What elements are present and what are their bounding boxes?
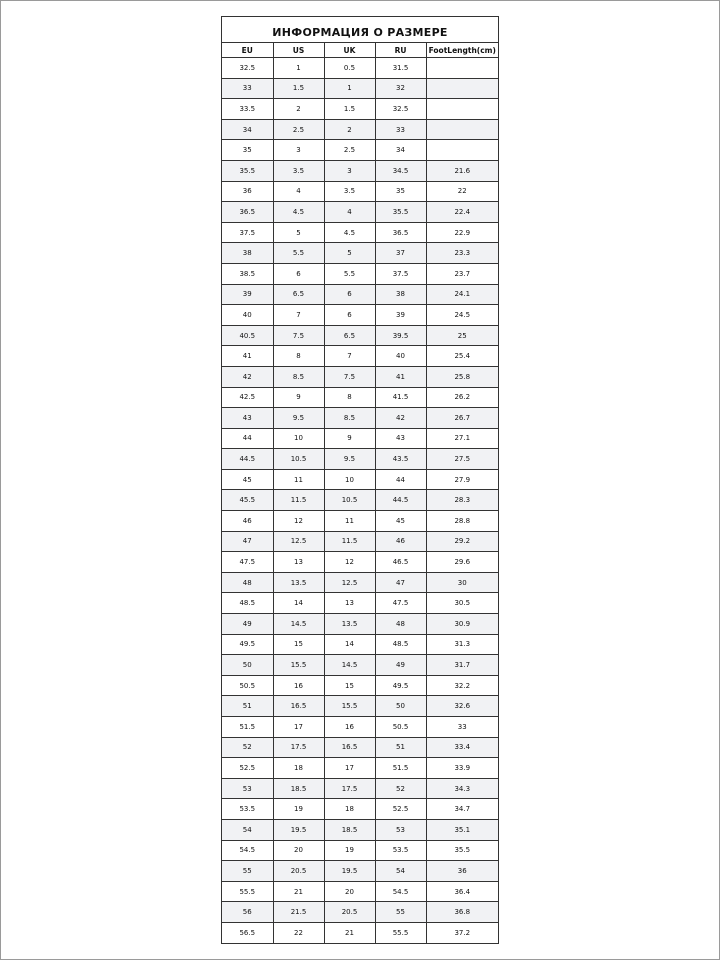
foot-length-cell: 23.7 — [426, 263, 498, 284]
foot-length-cell: 36 — [426, 861, 498, 882]
eu-cell: 35.5 — [222, 160, 273, 181]
us-cell: 6 — [273, 263, 324, 284]
foot-length-cell: 27.5 — [426, 449, 498, 470]
uk-cell: 14 — [324, 634, 375, 655]
table-row — [222, 366, 498, 387]
table-row — [222, 99, 498, 120]
uk-cell: 18.5 — [324, 819, 375, 840]
us-cell: 21.5 — [273, 902, 324, 923]
table-row — [222, 140, 498, 161]
us-cell: 12 — [273, 511, 324, 532]
eu-cell: 44.5 — [222, 449, 273, 470]
eu-cell: 32.5 — [222, 58, 273, 79]
uk-cell: 18 — [324, 799, 375, 820]
foot-length-cell: 28.8 — [426, 511, 498, 532]
ru-cell: 55 — [375, 902, 426, 923]
table-row — [222, 325, 498, 346]
ru-cell: 54 — [375, 861, 426, 882]
uk-cell: 20.5 — [324, 902, 375, 923]
table-row — [222, 428, 498, 449]
us-cell: 21 — [273, 881, 324, 902]
ru-cell: 48 — [375, 614, 426, 635]
table-row — [222, 696, 498, 717]
uk-cell: 9.5 — [324, 449, 375, 470]
table-row — [222, 469, 498, 490]
foot-length-cell: 29.6 — [426, 552, 498, 573]
foot-length-cell: 25 — [426, 325, 498, 346]
ru-cell: 53 — [375, 819, 426, 840]
us-cell: 6.5 — [273, 284, 324, 305]
us-cell: 19.5 — [273, 819, 324, 840]
ru-cell: 37 — [375, 243, 426, 264]
eu-cell: 48.5 — [222, 593, 273, 614]
uk-cell: 12 — [324, 552, 375, 573]
table-row — [222, 490, 498, 511]
table-row — [222, 305, 498, 326]
foot-length-cell: 30.5 — [426, 593, 498, 614]
ru-cell: 55.5 — [375, 922, 426, 942]
ru-cell: 47 — [375, 572, 426, 593]
foot-length-cell: 35.1 — [426, 819, 498, 840]
table-row — [222, 284, 498, 305]
eu-cell: 48 — [222, 572, 273, 593]
foot-length-cell: 31.3 — [426, 634, 498, 655]
eu-cell: 45.5 — [222, 490, 273, 511]
eu-cell: 49.5 — [222, 634, 273, 655]
table-row — [222, 511, 498, 532]
eu-cell: 51.5 — [222, 717, 273, 738]
ru-cell: 52 — [375, 778, 426, 799]
us-cell: 10 — [273, 428, 324, 449]
ru-cell: 53.5 — [375, 840, 426, 861]
uk-cell: 4 — [324, 202, 375, 223]
us-cell: 9.5 — [273, 408, 324, 429]
eu-cell: 42 — [222, 366, 273, 387]
ru-cell: 32 — [375, 78, 426, 99]
table-row — [222, 58, 498, 79]
foot-length-cell: 25.4 — [426, 346, 498, 367]
us-cell: 14 — [273, 593, 324, 614]
eu-cell: 43 — [222, 408, 273, 429]
eu-cell: 34 — [222, 119, 273, 140]
table-row — [222, 758, 498, 779]
us-cell: 5.5 — [273, 243, 324, 264]
eu-cell: 50 — [222, 655, 273, 676]
uk-cell: 1.5 — [324, 99, 375, 120]
eu-cell: 33 — [222, 78, 273, 99]
table-row — [222, 346, 498, 367]
eu-cell: 51 — [222, 696, 273, 717]
uk-cell: 4.5 — [324, 222, 375, 243]
ru-cell: 34 — [375, 140, 426, 161]
table-row — [222, 881, 498, 902]
table-row — [222, 160, 498, 181]
uk-cell: 10.5 — [324, 490, 375, 511]
table-row — [222, 593, 498, 614]
eu-cell: 33.5 — [222, 99, 273, 120]
table-row — [222, 655, 498, 676]
foot-length-cell: 37.2 — [454, 928, 471, 937]
size-table — [222, 43, 498, 943]
table-row — [222, 819, 498, 840]
uk-cell: 8 — [324, 387, 375, 408]
eu-cell: 37.5 — [222, 222, 273, 243]
foot-length-cell — [426, 78, 498, 99]
ru-cell: 50 — [375, 696, 426, 717]
eu-cell: 38 — [222, 243, 273, 264]
table-row — [222, 263, 498, 284]
table-row — [222, 531, 498, 552]
us-cell: 5 — [273, 222, 324, 243]
ru-cell: 32.5 — [375, 99, 426, 120]
table-row — [222, 243, 498, 264]
eu-cell: 42.5 — [222, 387, 273, 408]
uk-cell: 0.5 — [324, 58, 375, 79]
foot-length-cell: 32.6 — [426, 696, 498, 717]
uk-cell: 17.5 — [324, 778, 375, 799]
uk-cell: 9 — [324, 428, 375, 449]
eu-cell: 53.5 — [222, 799, 273, 820]
eu-cell: 44 — [222, 428, 273, 449]
ru-cell: 37.5 — [375, 263, 426, 284]
table-row — [222, 222, 498, 243]
table-row — [222, 737, 498, 758]
foot-length-cell: 33.4 — [426, 737, 498, 758]
ru-cell: 36.5 — [375, 222, 426, 243]
uk-cell: 2 — [324, 119, 375, 140]
ru-cell: 35.5 — [375, 202, 426, 223]
uk-cell: 6.5 — [324, 325, 375, 346]
column-header-foot-length: FootLength(cm) — [426, 43, 498, 58]
us-cell: 4.5 — [273, 202, 324, 223]
table-row — [222, 778, 498, 799]
foot-length-cell — [426, 99, 498, 120]
uk-cell: 11.5 — [324, 531, 375, 552]
table-row — [222, 572, 498, 593]
ru-cell: 54.5 — [375, 881, 426, 902]
uk-cell: 12.5 — [324, 572, 375, 593]
us-cell: 20.5 — [273, 861, 324, 882]
table-row — [222, 922, 498, 942]
ru-cell: 38 — [375, 284, 426, 305]
ru-cell: 46 — [375, 531, 426, 552]
uk-cell: 5.5 — [324, 263, 375, 284]
us-cell: 16.5 — [273, 696, 324, 717]
us-cell: 14.5 — [273, 614, 324, 635]
ru-cell: 43 — [375, 428, 426, 449]
us-cell: 2 — [273, 99, 324, 120]
uk-cell: 6 — [324, 284, 375, 305]
chart-title: ИНФОРМАЦИЯ О РАЗМЕРЕ — [222, 17, 498, 43]
ru-cell: 41 — [375, 366, 426, 387]
foot-length-cell: 24.1 — [426, 284, 498, 305]
uk-cell: 16 — [324, 717, 375, 738]
eu-cell: 53 — [222, 778, 273, 799]
us-cell: 12.5 — [273, 531, 324, 552]
ru-cell: 52.5 — [375, 799, 426, 820]
foot-length-cell: 32.2 — [426, 675, 498, 696]
us-cell: 17 — [273, 717, 324, 738]
uk-cell: 2.5 — [324, 140, 375, 161]
uk-cell: 15 — [324, 675, 375, 696]
ru-cell: 51 — [375, 737, 426, 758]
foot-length-cell: 31.7 — [426, 655, 498, 676]
ru-cell: 31.5 — [375, 58, 426, 79]
eu-cell: 52.5 — [222, 758, 273, 779]
uk-cell: 8.5 — [324, 408, 375, 429]
us-cell: 15 — [273, 634, 324, 655]
eu-cell: 52 — [222, 737, 273, 758]
uk-cell: 20 — [324, 881, 375, 902]
us-cell: 8 — [273, 346, 324, 367]
eu-cell: 40.5 — [222, 325, 273, 346]
foot-length-cell: 28.3 — [426, 490, 498, 511]
us-cell: 3 — [273, 140, 324, 161]
foot-length-cell: 22.4 — [426, 202, 498, 223]
ru-cell: 33 — [375, 119, 426, 140]
foot-length-cell — [426, 119, 498, 140]
table-row — [222, 717, 498, 738]
ru-cell: 39.5 — [375, 325, 426, 346]
uk-cell: 3 — [324, 160, 375, 181]
eu-cell: 47.5 — [222, 552, 273, 573]
uk-cell: 7.5 — [324, 366, 375, 387]
uk-cell: 15.5 — [324, 696, 375, 717]
us-cell: 7 — [273, 305, 324, 326]
uk-cell: 16.5 — [324, 737, 375, 758]
us-cell: 13 — [273, 552, 324, 573]
size-chart — [221, 16, 499, 944]
uk-cell: 21 — [324, 922, 375, 942]
eu-cell: 39 — [222, 284, 273, 305]
uk-cell: 13.5 — [324, 614, 375, 635]
uk-cell: 19 — [324, 840, 375, 861]
ru-cell: 34.5 — [375, 160, 426, 181]
foot-length-cell: 34.3 — [426, 778, 498, 799]
foot-length-cell — [426, 58, 498, 79]
table-row — [222, 634, 498, 655]
table-row — [222, 552, 498, 573]
ru-cell: 45 — [375, 511, 426, 532]
uk-cell: 3.5 — [324, 181, 375, 202]
us-cell: 7.5 — [273, 325, 324, 346]
us-cell: 9 — [273, 387, 324, 408]
table-row — [222, 840, 498, 861]
uk-cell: 11 — [324, 511, 375, 532]
table-row — [222, 799, 498, 820]
foot-length-cell: 24.5 — [426, 305, 498, 326]
table-row — [222, 181, 498, 202]
ru-cell: 44.5 — [375, 490, 426, 511]
foot-length-cell: 23.3 — [426, 243, 498, 264]
ru-cell: 50.5 — [375, 717, 426, 738]
us-cell: 2.5 — [273, 119, 324, 140]
foot-length-cell: 34.7 — [426, 799, 498, 820]
us-cell: 11.5 — [273, 490, 324, 511]
table-row — [222, 861, 498, 882]
ru-cell: 35 — [375, 181, 426, 202]
foot-length-cell: 25.8 — [426, 366, 498, 387]
us-cell: 16 — [273, 675, 324, 696]
eu-cell: 56.5 — [222, 922, 273, 942]
table-row — [222, 387, 498, 408]
ru-cell: 49 — [375, 655, 426, 676]
us-cell: 22 — [273, 922, 324, 942]
us-cell: 20 — [273, 840, 324, 861]
eu-cell: 55.5 — [222, 881, 273, 902]
column-header-ru: RU — [375, 43, 426, 58]
foot-length-cell: 29.2 — [426, 531, 498, 552]
table-body — [222, 58, 498, 943]
eu-cell: 41 — [222, 346, 273, 367]
ru-cell: 49.5 — [375, 675, 426, 696]
us-cell: 19 — [273, 799, 324, 820]
uk-cell: 1 — [324, 78, 375, 99]
ru-cell: 47.5 — [375, 593, 426, 614]
ru-cell: 51.5 — [375, 758, 426, 779]
foot-length-cell: 35.5 — [426, 840, 498, 861]
foot-length-cell: 33 — [426, 717, 498, 738]
foot-length-cell: 26.2 — [426, 387, 498, 408]
column-header-us: US — [273, 43, 324, 58]
table-row — [222, 449, 498, 470]
us-cell: 1.5 — [273, 78, 324, 99]
eu-cell: 45 — [222, 469, 273, 490]
eu-cell: 55 — [222, 861, 273, 882]
eu-cell: 47 — [222, 531, 273, 552]
eu-cell: 40 — [222, 305, 273, 326]
foot-length-cell — [426, 140, 498, 161]
uk-cell: 7 — [324, 346, 375, 367]
eu-cell: 56 — [222, 902, 273, 923]
eu-cell: 38.5 — [222, 263, 273, 284]
ru-cell: 48.5 — [375, 634, 426, 655]
table-row — [222, 408, 498, 429]
eu-cell: 54.5 — [222, 840, 273, 861]
table-row — [222, 202, 498, 223]
us-cell: 15.5 — [273, 655, 324, 676]
foot-length-cell: 30.9 — [426, 614, 498, 635]
foot-length-cell: 26.7 — [426, 408, 498, 429]
ru-cell: 39 — [375, 305, 426, 326]
us-cell: 10.5 — [273, 449, 324, 470]
uk-cell: 14.5 — [324, 655, 375, 676]
foot-length-cell: 27.1 — [426, 428, 498, 449]
foot-length-cell: 30 — [426, 572, 498, 593]
us-cell: 1 — [273, 58, 324, 79]
ru-cell: 41.5 — [375, 387, 426, 408]
uk-cell: 5 — [324, 243, 375, 264]
foot-length-cell: 36.4 — [426, 881, 498, 902]
ru-cell: 43.5 — [375, 449, 426, 470]
table-row — [222, 78, 498, 99]
foot-length-cell: 21.6 — [426, 160, 498, 181]
foot-length-cell: 36.8 — [426, 902, 498, 923]
uk-cell: 19.5 — [324, 861, 375, 882]
uk-cell: 13 — [324, 593, 375, 614]
foot-length-cell: 33.9 — [426, 758, 498, 779]
ru-cell: 46.5 — [375, 552, 426, 573]
table-row — [222, 902, 498, 923]
us-cell: 17.5 — [273, 737, 324, 758]
foot-length-cell: 22.9 — [426, 222, 498, 243]
ru-cell: 42 — [375, 408, 426, 429]
eu-cell: 35 — [222, 140, 273, 161]
uk-cell: 6 — [324, 305, 375, 326]
us-cell: 11 — [273, 469, 324, 490]
eu-cell: 46 — [222, 511, 273, 532]
ru-cell: 40 — [375, 346, 426, 367]
eu-cell: 54 — [222, 819, 273, 840]
column-header-eu: EU — [222, 43, 273, 58]
ru-cell: 44 — [375, 469, 426, 490]
column-header-uk: UK — [324, 43, 375, 58]
us-cell: 8.5 — [273, 366, 324, 387]
eu-cell: 49 — [222, 614, 273, 635]
table-row — [222, 675, 498, 696]
eu-cell: 50.5 — [222, 675, 273, 696]
us-cell: 3.5 — [273, 160, 324, 181]
foot-length-cell: 22 — [426, 181, 498, 202]
eu-cell: 36.5 — [222, 202, 273, 223]
us-cell: 13.5 — [273, 572, 324, 593]
uk-cell: 17 — [324, 758, 375, 779]
eu-cell: 36 — [222, 181, 273, 202]
header-row — [222, 43, 498, 58]
foot-length-cell: 27.9 — [426, 469, 498, 490]
table-row — [222, 614, 498, 635]
us-cell: 18.5 — [273, 778, 324, 799]
us-cell: 18 — [273, 758, 324, 779]
us-cell: 4 — [273, 181, 324, 202]
table-row — [222, 119, 498, 140]
uk-cell: 10 — [324, 469, 375, 490]
